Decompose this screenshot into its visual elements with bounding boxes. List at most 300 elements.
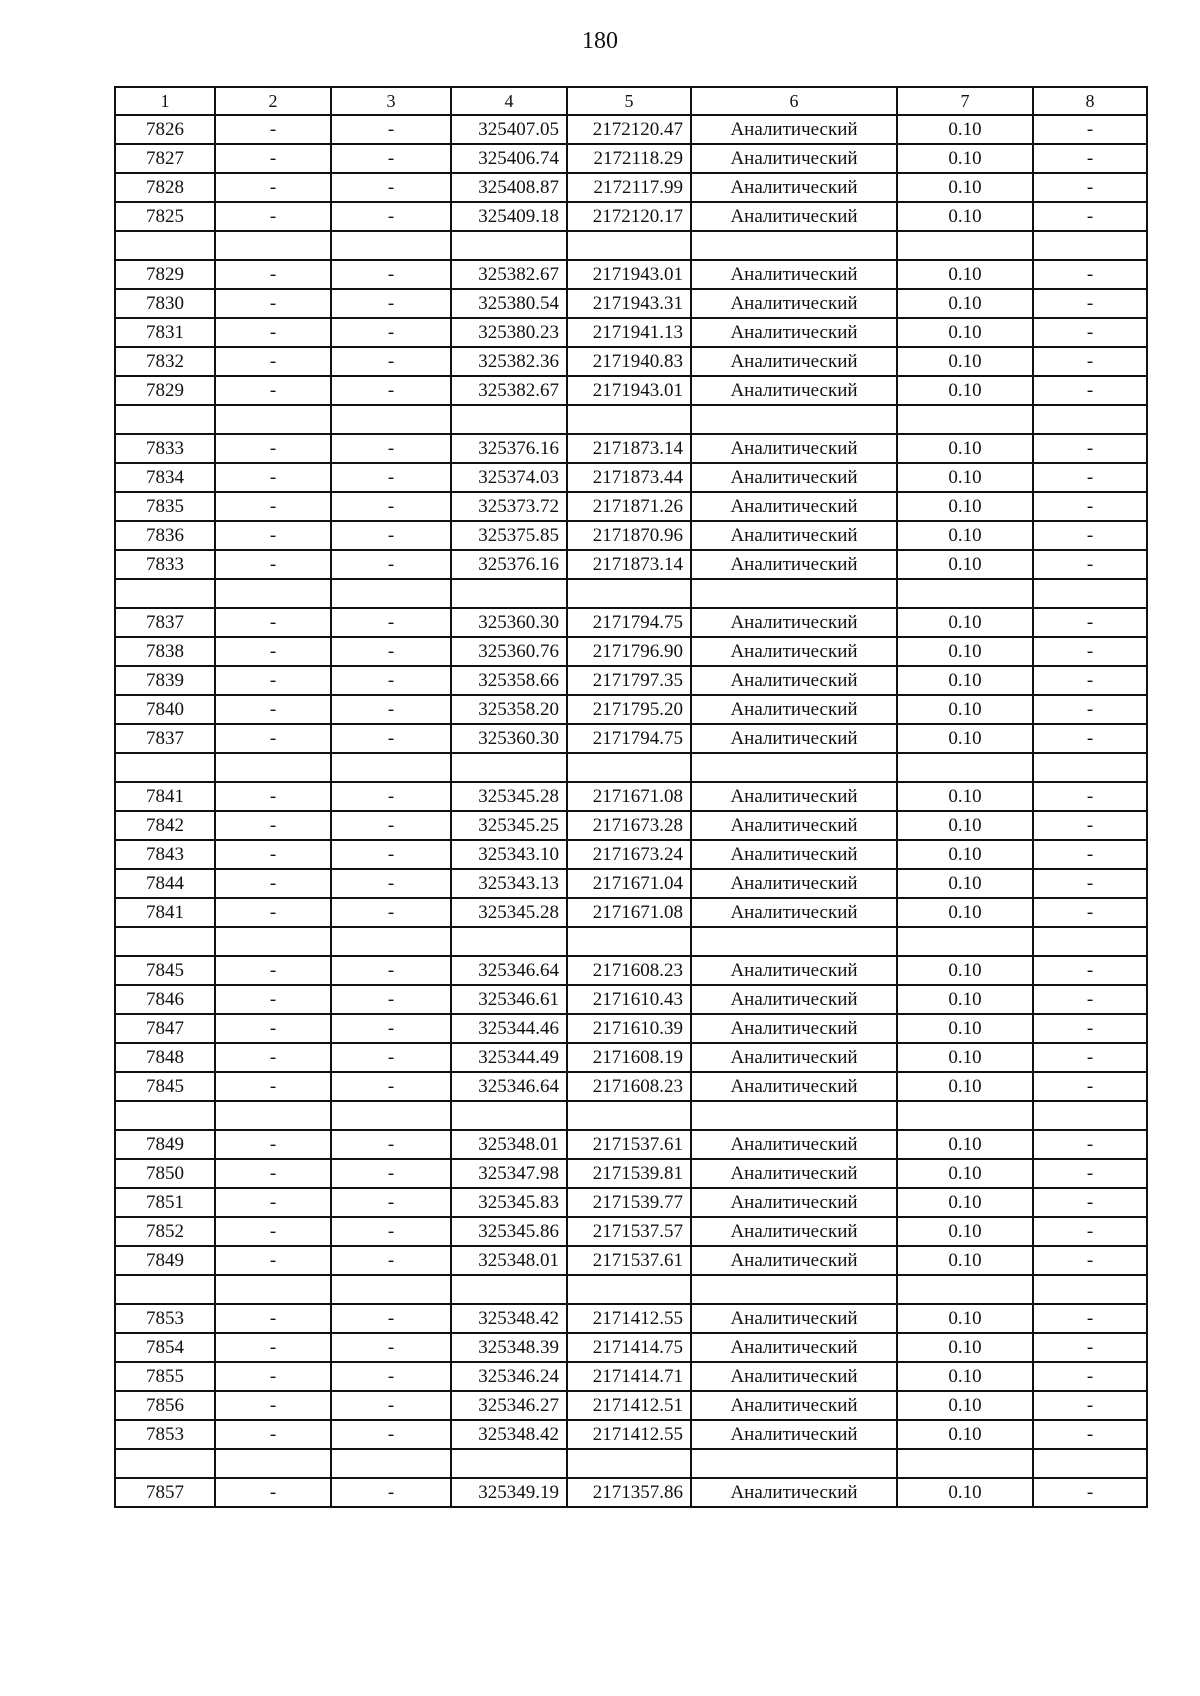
table-cell (897, 1275, 1033, 1304)
table-cell: - (1033, 434, 1147, 463)
table-cell: - (215, 550, 331, 579)
table-cell: 0.10 (897, 289, 1033, 318)
table-cell (115, 1275, 215, 1304)
table-cell (567, 927, 691, 956)
table-row (115, 521, 1147, 550)
table-cell: 0.10 (897, 1391, 1033, 1420)
table-cell: 2171796.90 (567, 637, 691, 666)
table-cell: 0.10 (897, 434, 1033, 463)
table-cell: - (331, 492, 451, 521)
table-cell: 325346.24 (451, 1362, 567, 1391)
table-row (115, 144, 1147, 173)
table-cell (331, 1449, 451, 1478)
table-cell: 2171537.61 (567, 1246, 691, 1275)
table-cell: - (215, 173, 331, 202)
table-cell: 0.10 (897, 347, 1033, 376)
table-cell (451, 1449, 567, 1478)
table-cell: 325343.13 (451, 869, 567, 898)
table-cell: - (331, 376, 451, 405)
table-cell: - (1033, 376, 1147, 405)
table-row (115, 1246, 1147, 1275)
table-cell: - (331, 956, 451, 985)
table-row (115, 840, 1147, 869)
table-row (115, 1478, 1147, 1507)
table-cell: 2171414.75 (567, 1333, 691, 1362)
table-cell (215, 927, 331, 956)
column-header-5: 5 (567, 87, 691, 115)
table-cell: - (215, 1072, 331, 1101)
column-header-2: 2 (215, 87, 331, 115)
table-cell: Аналитический (691, 898, 897, 927)
column-header-4: 4 (451, 87, 567, 115)
table-cell: Аналитический (691, 144, 897, 173)
table-cell: - (215, 115, 331, 144)
table-cell: 0.10 (897, 840, 1033, 869)
table-row (115, 782, 1147, 811)
table-cell (115, 753, 215, 782)
table-cell: 2171941.13 (567, 318, 691, 347)
table-cell: 7840 (115, 695, 215, 724)
table-row (115, 608, 1147, 637)
table-cell: 2171940.83 (567, 347, 691, 376)
table-cell: 0.10 (897, 550, 1033, 579)
table-cell: Аналитический (691, 1333, 897, 1362)
table-cell: 0.10 (897, 260, 1033, 289)
table-cell: 7845 (115, 1072, 215, 1101)
table-row (115, 260, 1147, 289)
table-cell: 0.10 (897, 956, 1033, 985)
spacer-row (115, 1275, 1147, 1304)
table-cell: 2171412.55 (567, 1420, 691, 1449)
table-cell: 2171608.23 (567, 1072, 691, 1101)
spacer-row (115, 1449, 1147, 1478)
table-cell: 0.10 (897, 202, 1033, 231)
coordinates-table (114, 86, 1148, 1508)
table-cell: - (331, 869, 451, 898)
table-cell: 7837 (115, 724, 215, 753)
table-cell: - (331, 1217, 451, 1246)
table-cell: 7846 (115, 985, 215, 1014)
table-row (115, 115, 1147, 144)
table-cell: 7829 (115, 260, 215, 289)
table-cell: 0.10 (897, 173, 1033, 202)
table-cell: 325345.86 (451, 1217, 567, 1246)
table-cell: - (215, 840, 331, 869)
table-cell: - (215, 637, 331, 666)
table-cell: 7827 (115, 144, 215, 173)
table-cell: 2171795.20 (567, 695, 691, 724)
table-cell: - (215, 1014, 331, 1043)
column-header-6: 6 (691, 87, 897, 115)
table-cell: - (331, 1043, 451, 1072)
table-cell: - (331, 1333, 451, 1362)
table-cell (897, 231, 1033, 260)
table-row (115, 1159, 1147, 1188)
table-cell: - (215, 1304, 331, 1333)
table-cell: 7844 (115, 869, 215, 898)
table-cell: 2172120.17 (567, 202, 691, 231)
table-body (115, 87, 1147, 1507)
table-cell: 0.10 (897, 521, 1033, 550)
table-row (115, 1420, 1147, 1449)
table-cell: 325409.18 (451, 202, 567, 231)
table-cell: 2172117.99 (567, 173, 691, 202)
table-cell: 325345.28 (451, 898, 567, 927)
table-cell: Аналитический (691, 521, 897, 550)
table-cell (897, 927, 1033, 956)
table-cell (451, 231, 567, 260)
table-cell: 325408.87 (451, 173, 567, 202)
table-cell: 325346.64 (451, 956, 567, 985)
table-cell: 7838 (115, 637, 215, 666)
table-cell: - (331, 985, 451, 1014)
table-cell: - (331, 115, 451, 144)
table-cell: - (215, 1391, 331, 1420)
table-cell: - (215, 463, 331, 492)
table-cell: - (1033, 289, 1147, 318)
table-cell: 2171943.01 (567, 260, 691, 289)
table-cell: - (331, 463, 451, 492)
table-cell: 2171871.26 (567, 492, 691, 521)
table-cell: 2171412.51 (567, 1391, 691, 1420)
table-cell: 7849 (115, 1246, 215, 1275)
table-cell: Аналитический (691, 840, 897, 869)
table-cell (215, 1275, 331, 1304)
table-cell: 7826 (115, 115, 215, 144)
table-cell: Аналитический (691, 695, 897, 724)
table-cell: 2171357.86 (567, 1478, 691, 1507)
table-cell: - (1033, 202, 1147, 231)
table-cell: - (1033, 724, 1147, 753)
table-cell: 325358.20 (451, 695, 567, 724)
table-cell: 2171797.35 (567, 666, 691, 695)
table-cell (115, 231, 215, 260)
table-row (115, 869, 1147, 898)
table-cell: Аналитический (691, 550, 897, 579)
table-cell: - (1033, 1188, 1147, 1217)
table-cell: 325346.61 (451, 985, 567, 1014)
table-cell (215, 231, 331, 260)
table-row (115, 898, 1147, 927)
table-cell (215, 405, 331, 434)
table-cell: 325358.66 (451, 666, 567, 695)
spacer-row (115, 579, 1147, 608)
table-cell: - (215, 811, 331, 840)
table-cell: 325344.49 (451, 1043, 567, 1072)
table-cell: 325343.10 (451, 840, 567, 869)
column-header-7: 7 (897, 87, 1033, 115)
table-cell: 7835 (115, 492, 215, 521)
table-cell: - (215, 1217, 331, 1246)
table-cell: 0.10 (897, 1043, 1033, 1072)
table-cell: 0.10 (897, 695, 1033, 724)
table-cell: - (1033, 811, 1147, 840)
table-cell: Аналитический (691, 985, 897, 1014)
table-row (115, 376, 1147, 405)
table-cell: 7828 (115, 173, 215, 202)
table-cell: 7843 (115, 840, 215, 869)
table-cell: Аналитический (691, 1304, 897, 1333)
table-cell: Аналитический (691, 173, 897, 202)
table-cell: 7841 (115, 782, 215, 811)
table-cell: Аналитический (691, 463, 897, 492)
table-cell: 7854 (115, 1333, 215, 1362)
table-cell (331, 579, 451, 608)
table-cell: 7847 (115, 1014, 215, 1043)
table-cell: - (1033, 608, 1147, 637)
table-cell: 7834 (115, 463, 215, 492)
table-cell: 2171671.04 (567, 869, 691, 898)
table-cell (897, 1449, 1033, 1478)
table-cell: - (1033, 1478, 1147, 1507)
table-cell: 0.10 (897, 492, 1033, 521)
table-cell (451, 579, 567, 608)
table-cell: 7855 (115, 1362, 215, 1391)
table-cell: - (331, 840, 451, 869)
table-cell: - (215, 1420, 331, 1449)
table-cell (215, 753, 331, 782)
page-number: 180 (582, 28, 618, 54)
table-row (115, 550, 1147, 579)
table-cell: 325345.28 (451, 782, 567, 811)
table-cell (331, 1275, 451, 1304)
table-cell: - (1033, 666, 1147, 695)
table-cell (1033, 1101, 1147, 1130)
table-cell: - (215, 1246, 331, 1275)
table-cell: - (331, 202, 451, 231)
table-cell: 7852 (115, 1217, 215, 1246)
table-row (115, 1391, 1147, 1420)
table-cell: - (1033, 695, 1147, 724)
table-cell: - (331, 318, 451, 347)
table-cell: 2171943.31 (567, 289, 691, 318)
table-cell: - (1033, 1014, 1147, 1043)
table-row (115, 1188, 1147, 1217)
table-cell: - (331, 608, 451, 637)
table-cell: - (215, 1478, 331, 1507)
table-cell: 2171539.81 (567, 1159, 691, 1188)
table-cell: Аналитический (691, 289, 897, 318)
table-cell: - (215, 347, 331, 376)
table-cell (567, 579, 691, 608)
table-cell: 2171610.39 (567, 1014, 691, 1043)
table-cell: Аналитический (691, 1246, 897, 1275)
column-header-1: 1 (115, 87, 215, 115)
table-cell: Аналитический (691, 1014, 897, 1043)
table-cell: 2171873.44 (567, 463, 691, 492)
table-cell: 7839 (115, 666, 215, 695)
table-cell: Аналитический (691, 1043, 897, 1072)
table-cell: 0.10 (897, 1072, 1033, 1101)
table-cell: 2171414.71 (567, 1362, 691, 1391)
table-cell: - (1033, 1420, 1147, 1449)
table-cell: 7853 (115, 1304, 215, 1333)
table-cell: 2171673.28 (567, 811, 691, 840)
table-row (115, 173, 1147, 202)
table-cell: 0.10 (897, 1246, 1033, 1275)
table-cell: - (215, 898, 331, 927)
table-cell: Аналитический (691, 1362, 897, 1391)
table-cell: - (215, 1333, 331, 1362)
table-cell: 325345.83 (451, 1188, 567, 1217)
table-cell: 325406.74 (451, 144, 567, 173)
table-cell: 7829 (115, 376, 215, 405)
table-cell: - (215, 144, 331, 173)
table-cell: Аналитический (691, 956, 897, 985)
table-cell: - (215, 1188, 331, 1217)
table-cell: - (331, 1391, 451, 1420)
table-cell: 0.10 (897, 724, 1033, 753)
table-cell: Аналитический (691, 782, 897, 811)
table-cell: 0.10 (897, 463, 1033, 492)
table-row (115, 637, 1147, 666)
table-cell: - (331, 1246, 451, 1275)
table-cell: 7845 (115, 956, 215, 985)
table-cell (115, 1101, 215, 1130)
table-cell: 325346.27 (451, 1391, 567, 1420)
table-cell (115, 405, 215, 434)
table-cell (691, 1101, 897, 1130)
table-cell: - (1033, 840, 1147, 869)
table-cell (215, 579, 331, 608)
table-row (115, 985, 1147, 1014)
table-cell: Аналитический (691, 347, 897, 376)
table-cell: Аналитический (691, 811, 897, 840)
table-cell: 0.10 (897, 1420, 1033, 1449)
table-row (115, 289, 1147, 318)
table-cell: 325376.16 (451, 550, 567, 579)
table-cell (1033, 753, 1147, 782)
table-cell: 7856 (115, 1391, 215, 1420)
table-cell: - (1033, 956, 1147, 985)
table-cell: 325344.46 (451, 1014, 567, 1043)
table-cell: 325360.30 (451, 608, 567, 637)
table-cell (691, 1275, 897, 1304)
table-cell (331, 231, 451, 260)
table-cell (567, 1449, 691, 1478)
table-cell: 325407.05 (451, 115, 567, 144)
table-cell: - (331, 1420, 451, 1449)
table-cell: Аналитический (691, 1478, 897, 1507)
table-cell: - (331, 144, 451, 173)
table-cell: - (1033, 869, 1147, 898)
table-cell: - (331, 724, 451, 753)
table-cell: Аналитический (691, 666, 897, 695)
table-cell: 2171610.43 (567, 985, 691, 1014)
table-cell: 325345.25 (451, 811, 567, 840)
table-row (115, 1043, 1147, 1072)
table-cell: - (1033, 1217, 1147, 1246)
table-cell: 325347.98 (451, 1159, 567, 1188)
table-cell: - (331, 1304, 451, 1333)
table-cell: 7853 (115, 1420, 215, 1449)
table-cell (115, 1449, 215, 1478)
table-cell (451, 405, 567, 434)
table-cell: 0.10 (897, 666, 1033, 695)
table-cell: - (1033, 521, 1147, 550)
table-cell (567, 1275, 691, 1304)
table-cell: - (331, 1188, 451, 1217)
table-cell: - (1033, 782, 1147, 811)
table-cell: 0.10 (897, 1159, 1033, 1188)
table-cell: 7851 (115, 1188, 215, 1217)
table-cell: 2171537.61 (567, 1130, 691, 1159)
table-cell: - (1033, 1391, 1147, 1420)
table-cell: - (1033, 1362, 1147, 1391)
table-row (115, 1014, 1147, 1043)
table-cell: 2171412.55 (567, 1304, 691, 1333)
table-cell: - (331, 550, 451, 579)
table-cell: 7849 (115, 1130, 215, 1159)
table-cell (1033, 579, 1147, 608)
table-cell: 7841 (115, 898, 215, 927)
table-cell: 7833 (115, 550, 215, 579)
table-cell: - (331, 666, 451, 695)
table-cell: - (331, 1159, 451, 1188)
table-cell: - (1033, 1130, 1147, 1159)
table-cell: Аналитический (691, 869, 897, 898)
table-cell (451, 753, 567, 782)
table-cell: 0.10 (897, 376, 1033, 405)
table-cell: - (331, 782, 451, 811)
table-cell: 2171943.01 (567, 376, 691, 405)
table-cell (1033, 405, 1147, 434)
table-cell (897, 579, 1033, 608)
table-cell: - (331, 521, 451, 550)
table-cell: - (331, 898, 451, 927)
spacer-row (115, 1101, 1147, 1130)
table-cell: 325380.23 (451, 318, 567, 347)
table-cell (451, 1275, 567, 1304)
table-cell: - (1033, 173, 1147, 202)
table-cell: 0.10 (897, 1362, 1033, 1391)
table-row (115, 318, 1147, 347)
table-cell (215, 1101, 331, 1130)
table-cell: 325373.72 (451, 492, 567, 521)
table-cell: 7825 (115, 202, 215, 231)
table-cell: - (331, 260, 451, 289)
table-cell: 325376.16 (451, 434, 567, 463)
table-cell (1033, 927, 1147, 956)
spacer-row (115, 231, 1147, 260)
table-cell: 2171873.14 (567, 434, 691, 463)
table-cell: 0.10 (897, 869, 1033, 898)
table-cell: 2171870.96 (567, 521, 691, 550)
table-cell: Аналитический (691, 637, 897, 666)
table-cell (331, 1101, 451, 1130)
table-cell: 325360.76 (451, 637, 567, 666)
table-cell: Аналитический (691, 115, 897, 144)
table-cell: Аналитический (691, 202, 897, 231)
table-cell: - (331, 695, 451, 724)
table-cell: 7833 (115, 434, 215, 463)
table-row (115, 1072, 1147, 1101)
table-cell: 2171794.75 (567, 608, 691, 637)
table-cell: - (331, 1072, 451, 1101)
table-cell (331, 927, 451, 956)
table-cell: - (331, 637, 451, 666)
table-cell: - (1033, 985, 1147, 1014)
table-cell: - (1033, 637, 1147, 666)
table-cell: - (1033, 492, 1147, 521)
table-row (115, 666, 1147, 695)
table-cell: - (215, 492, 331, 521)
table-cell (567, 1101, 691, 1130)
table-cell: - (215, 289, 331, 318)
table-cell (691, 753, 897, 782)
table-cell (451, 1101, 567, 1130)
table-cell: Аналитический (691, 1072, 897, 1101)
